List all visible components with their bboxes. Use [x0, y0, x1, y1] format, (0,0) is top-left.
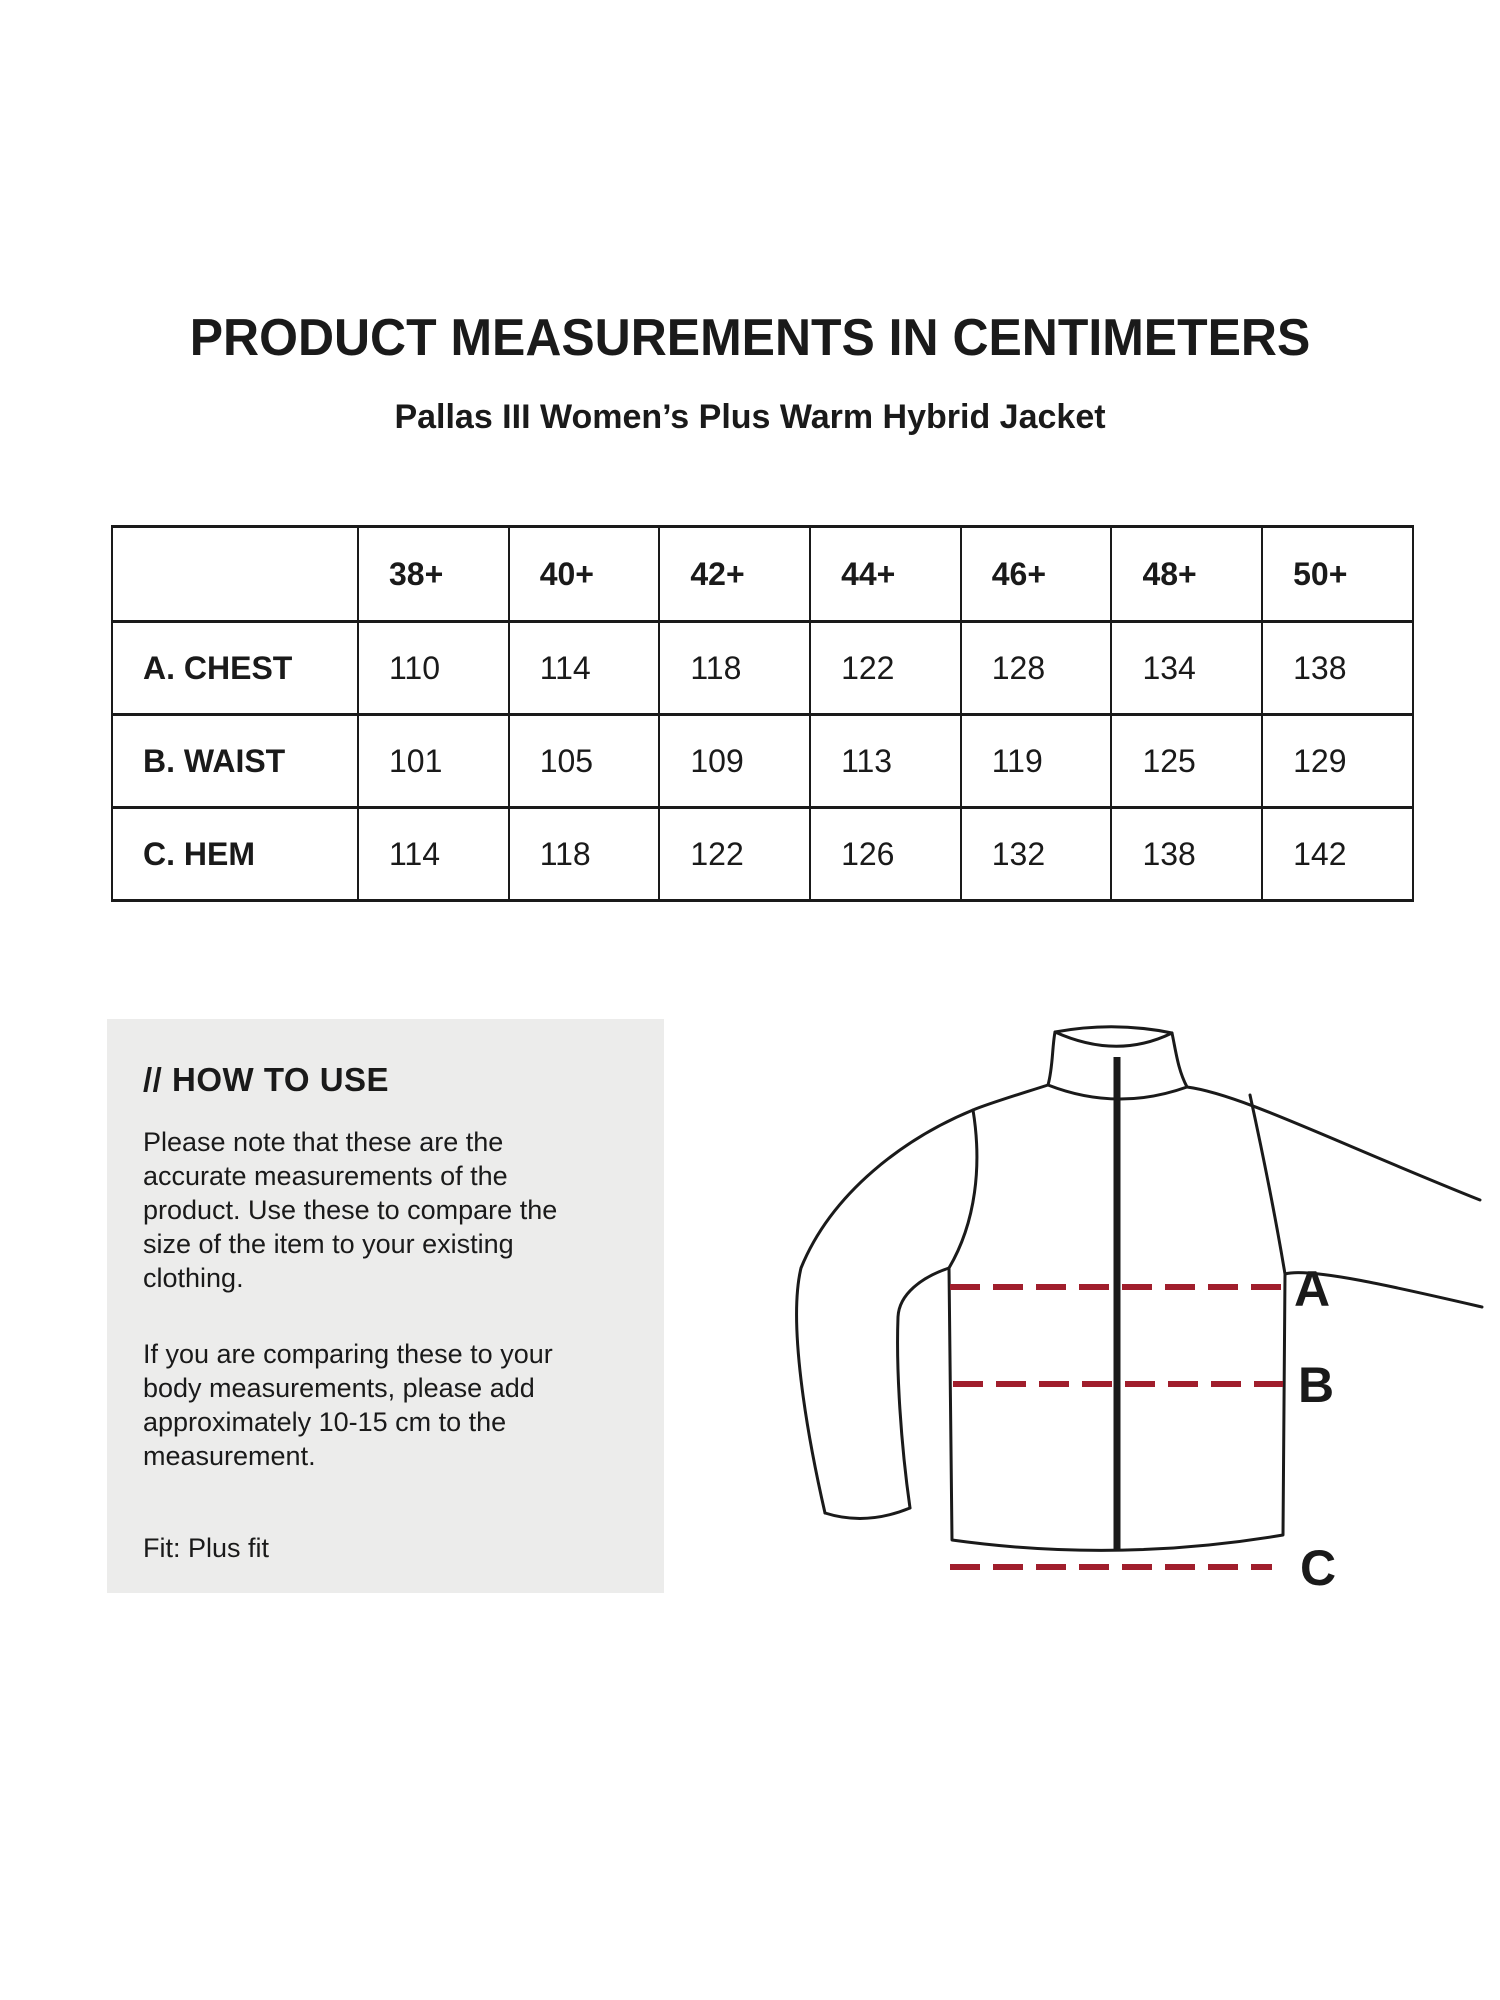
left-armhole-seam: [949, 1110, 977, 1268]
size-header-cell: 48+: [1111, 527, 1262, 622]
hem-label: C: [1300, 1540, 1337, 1596]
table-row: [112, 808, 1413, 901]
product-name: Pallas III Women’s Plus Warm Hybrid Jacket: [394, 398, 1106, 436]
how-to-use-paragraph: Please note that these are the accurate measurements of the product. Use these to compare the size of the item to your existing clothing.: [143, 1127, 558, 1293]
value-cell: 101: [358, 715, 509, 808]
size-header-cell: 40+: [509, 527, 660, 622]
chest-label: A: [1294, 1261, 1331, 1317]
right-armhole-seam: [1250, 1095, 1285, 1274]
row-label-cell: C. HEM: [112, 808, 358, 901]
value-cell: 119: [961, 715, 1112, 808]
left-sleeve-inner-edge: [898, 1268, 949, 1508]
value-cell: 105: [509, 715, 660, 808]
size-header-cell: 46+: [961, 527, 1112, 622]
value-cell: 110: [358, 622, 509, 715]
value-cell: 134: [1111, 622, 1262, 715]
table-row: [112, 622, 1413, 715]
value-cell: 118: [509, 808, 660, 901]
table-row: [112, 715, 1413, 808]
value-cell: 138: [1111, 808, 1262, 901]
value-cell: 126: [810, 808, 961, 901]
left-cuff: [825, 1508, 910, 1518]
value-cell: 138: [1262, 622, 1413, 715]
value-cell: 114: [358, 808, 509, 901]
size-header-cell: 50+: [1262, 527, 1413, 622]
value-cell: 128: [961, 622, 1112, 715]
value-cell: 113: [810, 715, 961, 808]
size-header-cell: 44+: [810, 527, 961, 622]
jacket-diagram: [780, 1005, 1500, 1635]
how-to-use-box: [107, 1019, 664, 1593]
measurements-table: [111, 525, 1414, 902]
value-cell: 109: [659, 715, 810, 808]
value-cell: 122: [810, 622, 961, 715]
size-header-row: [112, 527, 1413, 622]
corner-cell: [112, 527, 358, 622]
right-sleeve-top-edge: [1187, 1087, 1480, 1200]
page-title: PRODUCT MEASUREMENTS IN CENTIMETERS: [189, 309, 1311, 367]
size-header-cell: 42+: [659, 527, 810, 622]
how-to-use-title: // HOW TO USE: [143, 1061, 390, 1098]
value-cell: 118: [659, 622, 810, 715]
row-label-cell: B. WAIST: [112, 715, 358, 808]
value-cell: 122: [659, 808, 810, 901]
value-cell: 142: [1262, 808, 1413, 901]
how-to-use-paragraph: If you are comparing these to your body measurements, please add approximately 10-15 cm to the measurement.: [143, 1339, 553, 1471]
size-header-cell: 38+: [358, 527, 509, 622]
left-sleeve-outline: [797, 1085, 1048, 1513]
value-cell: 114: [509, 622, 660, 715]
collar-inner-edge: [1055, 1032, 1172, 1046]
row-label-cell: A. CHEST: [112, 622, 358, 715]
value-cell: 132: [961, 808, 1112, 901]
fit-note: Fit: Plus fit: [143, 1533, 270, 1563]
waist-label: B: [1298, 1357, 1335, 1413]
value-cell: 129: [1262, 715, 1413, 808]
value-cell: 125: [1111, 715, 1262, 808]
